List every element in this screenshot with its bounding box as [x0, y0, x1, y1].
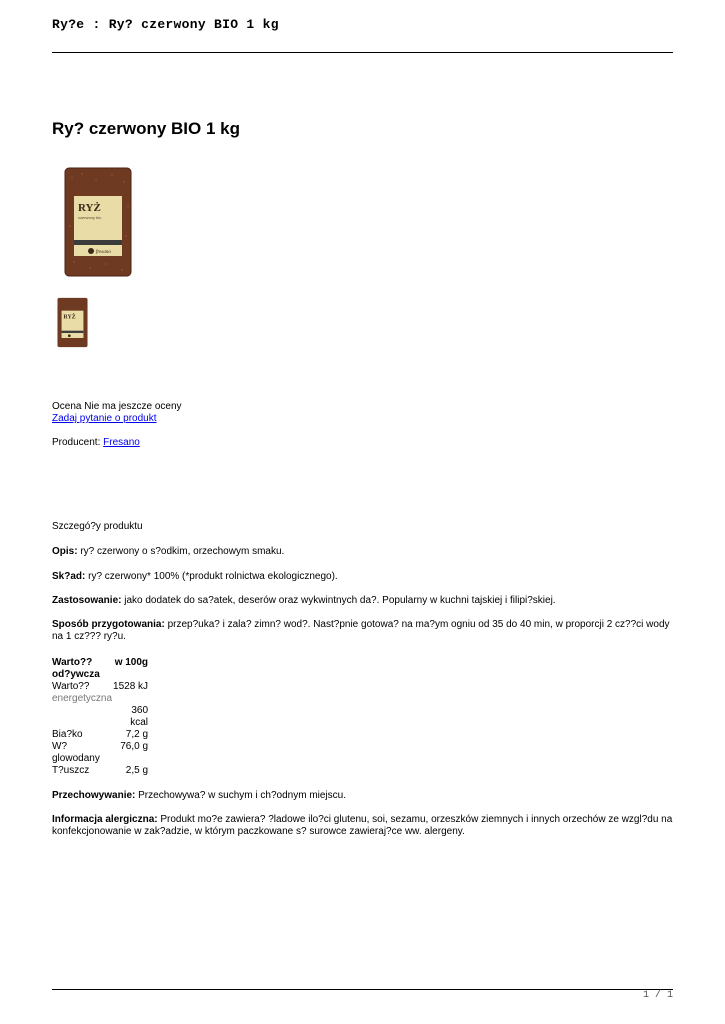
- ask-question-row: [52, 413, 157, 425]
- preparation-text: przep?uka? i zala? zimn? wod?. Nast?pnie gotowa? na ma?ym ogniu od 35 do 40 min, w proporcji 2 cz??ci wody na 1 cz??? ry?u.: [52, 619, 670, 642]
- storage-line: [52, 790, 346, 802]
- nutrition-row: [52, 741, 148, 765]
- energy-sub-label: energetyczna: [52, 693, 113, 704]
- bag-brand-text: fresano: [96, 250, 111, 255]
- footer-divider: [52, 989, 673, 990]
- rice-bag-graphic: [62, 166, 134, 278]
- ingredients-line: [52, 571, 338, 583]
- producer-line: [52, 437, 140, 449]
- nutrition-row-value: 7,2 g: [125, 729, 149, 740]
- rice-bag-thumbnail-graphic: [56, 297, 89, 348]
- preparation-label: Sposób przygotowania:: [52, 619, 165, 630]
- nutrition-table: [52, 657, 148, 777]
- preparation-line: [52, 619, 676, 643]
- rating-line: [52, 401, 182, 413]
- producer-label: Producent:: [52, 437, 101, 448]
- allergy-text: Produkt mo?e zawiera? ?ladowe ilo?ci glutenu, soi, sezamu, orzeszków ziemnych i innych orzechów ze wzgl?du na konfekcjonowanie w zak?adzie, w którym paczkowane s? surowce zawieraj?ce ww. alergeny.: [52, 814, 673, 837]
- description-line: [52, 546, 284, 558]
- nutrition-row-name: T?uszcz: [52, 765, 90, 776]
- usage-label: Zastosowanie:: [52, 595, 122, 606]
- energy-kcal: 360 kcal: [130, 705, 149, 728]
- bag-label-text: RYŻ: [78, 202, 101, 214]
- nutrition-row-value: 2,5 g: [125, 765, 149, 776]
- nutrition-energy-row: [52, 681, 148, 729]
- allergy-line: [52, 814, 676, 838]
- producer-link[interactable]: Fresano: [103, 437, 140, 448]
- nutrition-header-row: [52, 657, 148, 681]
- header-divider: [52, 52, 673, 53]
- bag-sub-text: czerwony bio: [78, 215, 102, 220]
- nutrition-row: [52, 765, 148, 777]
- nutrition-header-name: Warto?? od?ywcza: [52, 657, 100, 680]
- ingredients-text: ry? czerwony* 100% (*produkt rolnictwa ekologicznego).: [88, 571, 338, 582]
- page-indicator: 1 / 1: [642, 990, 673, 1001]
- ask-question-link[interactable]: Zadaj pytanie o produkt: [52, 413, 157, 424]
- storage-text: Przechowywa? w suchym i ch?odnym miejscu.: [138, 790, 346, 801]
- energy-kj: 1528 kJ: [113, 681, 149, 692]
- usage-line: [52, 595, 556, 607]
- storage-label: Przechowywanie:: [52, 790, 136, 801]
- nutrition-header-value: w 100g: [114, 657, 149, 668]
- nutrition-row-name: W?glowodany: [52, 741, 100, 764]
- product-thumbnail[interactable]: [56, 297, 89, 348]
- rating-label: Ocena: [52, 401, 82, 412]
- product-image[interactable]: [62, 166, 134, 278]
- document-header-title: Ry?e : Ry? czerwony BIO 1 kg: [52, 17, 279, 32]
- usage-text: jako dodatek do sa?atek, deserów oraz wykwintnych da?. Popularny w kuchni tajskiej i filipi?skiej.: [124, 595, 556, 606]
- nutrition-row: [52, 729, 148, 741]
- ingredients-label: Sk?ad:: [52, 571, 86, 582]
- details-heading: Szczegó?y produktu: [52, 521, 143, 532]
- allergy-label: Informacja alergiczna:: [52, 814, 158, 825]
- page-title: Ry? czerwony BIO 1 kg: [52, 119, 240, 138]
- description-text: ry? czerwony o s?odkim, orzechowym smaku.: [80, 546, 285, 557]
- nutrition-row-value: 76,0 g: [120, 741, 149, 752]
- energy-label: Warto??: [52, 681, 90, 692]
- rating-value: Nie ma jeszcze oceny: [84, 401, 182, 412]
- description-label: Opis:: [52, 546, 78, 557]
- nutrition-row-name: Bia?ko: [52, 729, 83, 740]
- thumb-label-text: RYŻ: [63, 314, 76, 321]
